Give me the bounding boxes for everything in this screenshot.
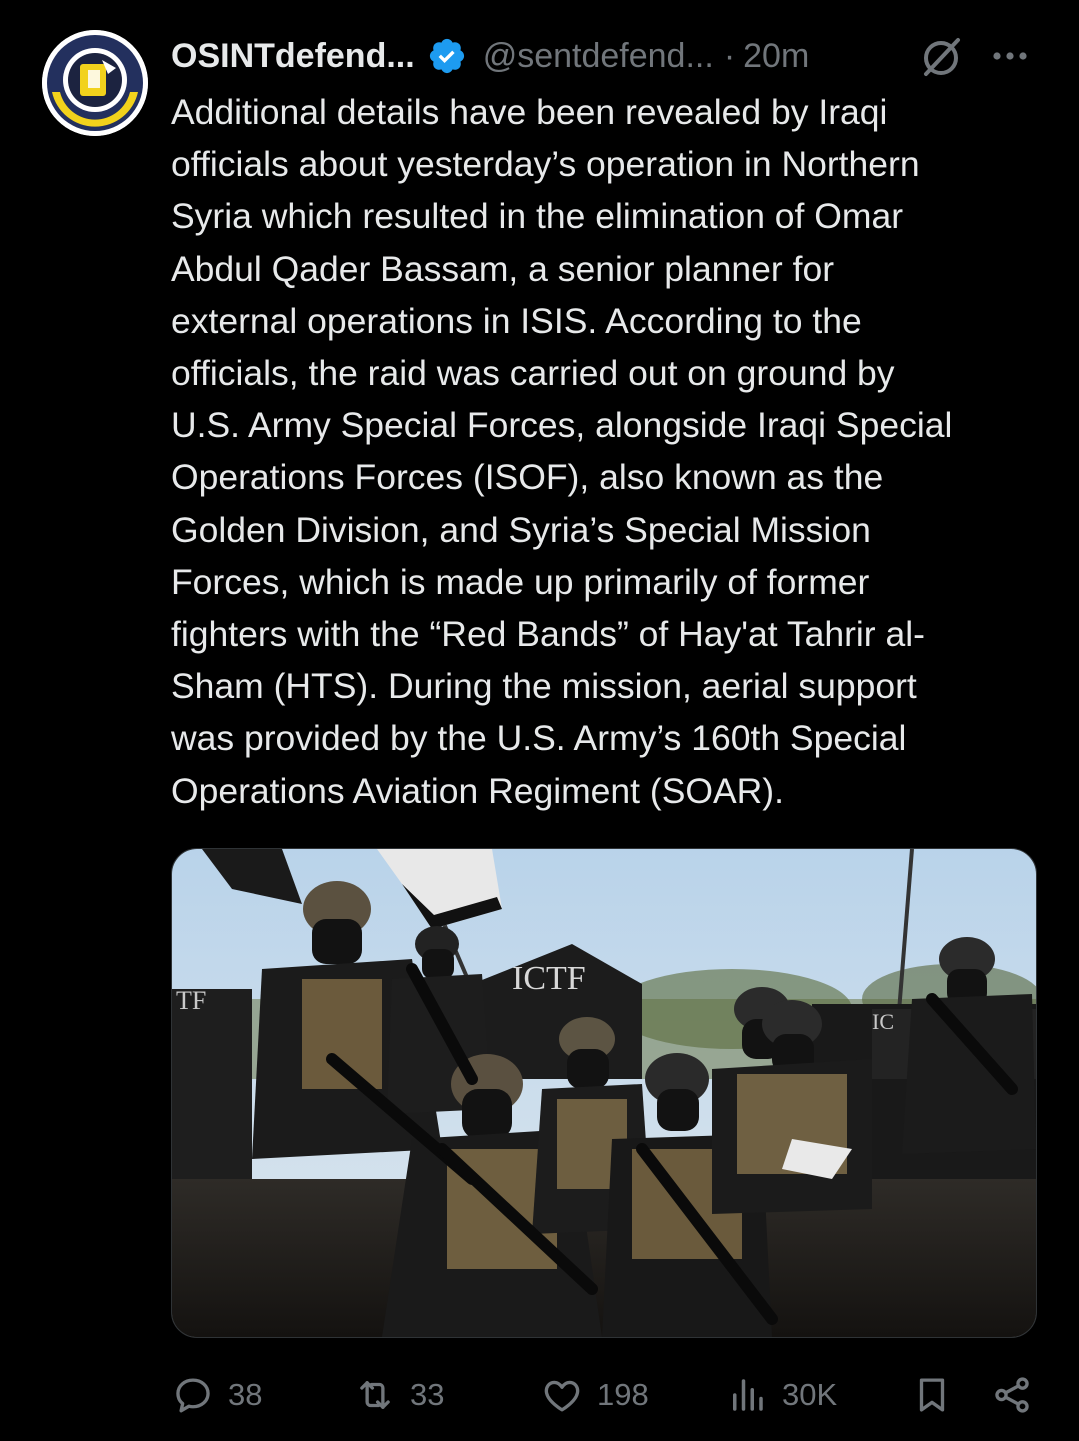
share-button[interactable]: [991, 1373, 1033, 1417]
action-bar: [0, 1360, 1079, 1430]
repost-icon: [354, 1374, 396, 1416]
post-header: [171, 30, 809, 82]
label-tf-left: TF: [176, 986, 207, 1015]
views-icon: [726, 1374, 768, 1416]
share-icon: [991, 1374, 1033, 1416]
repost-button[interactable]: [354, 1373, 444, 1417]
like-count: 198: [597, 1377, 649, 1412]
avatar-logo-icon: [42, 30, 148, 136]
post-image[interactable]: [171, 848, 1037, 1338]
grok-icon[interactable]: [918, 34, 964, 80]
more-icon[interactable]: [990, 38, 1030, 74]
like-button[interactable]: [541, 1373, 649, 1417]
author-name[interactable]: OSINTdefend...: [171, 36, 415, 75]
label-ic-right: IC: [872, 1009, 894, 1034]
separator-dot: ·: [723, 36, 736, 75]
repost-count: 33: [410, 1377, 445, 1412]
verified-badge-icon[interactable]: [427, 36, 467, 76]
bookmark-button[interactable]: [911, 1373, 953, 1417]
reply-button[interactable]: [172, 1373, 262, 1417]
post-text: Additional details have been revealed by Iraqi officials about yesterday’s operation in Northern Syria which resulted in the elimination of Omar Abdul Qader Bassam, a senior planner for external operations in ISIS. According to the officials, the raid was carried out on ground by U.S. Army Special Forces, alongside Iraqi Special Operations Forces (ISOF), also known as the Golden Division, and Syria’s Special Mission Forces, which is made up primarily of former fighters with the “Red Bands” of Hay'at Tahrir al- Sham (HTS). During the mission, aerial support was provided by the U.S. Army’s 160th Special Operations Aviation Regiment (SOAR).: [171, 92, 953, 811]
views-button[interactable]: [726, 1373, 837, 1417]
reply-count: 38: [228, 1377, 263, 1412]
label-ictf-center: ICTF: [512, 960, 586, 997]
views-count: 30K: [782, 1377, 838, 1412]
soldiers-photo: [172, 849, 1036, 1337]
post-time[interactable]: 20m: [743, 36, 810, 75]
bookmark-icon: [911, 1374, 953, 1416]
author-handle[interactable]: @sentdefend...: [482, 36, 714, 75]
author-avatar[interactable]: [42, 30, 148, 136]
reply-icon: [172, 1374, 214, 1416]
like-icon: [541, 1374, 583, 1416]
